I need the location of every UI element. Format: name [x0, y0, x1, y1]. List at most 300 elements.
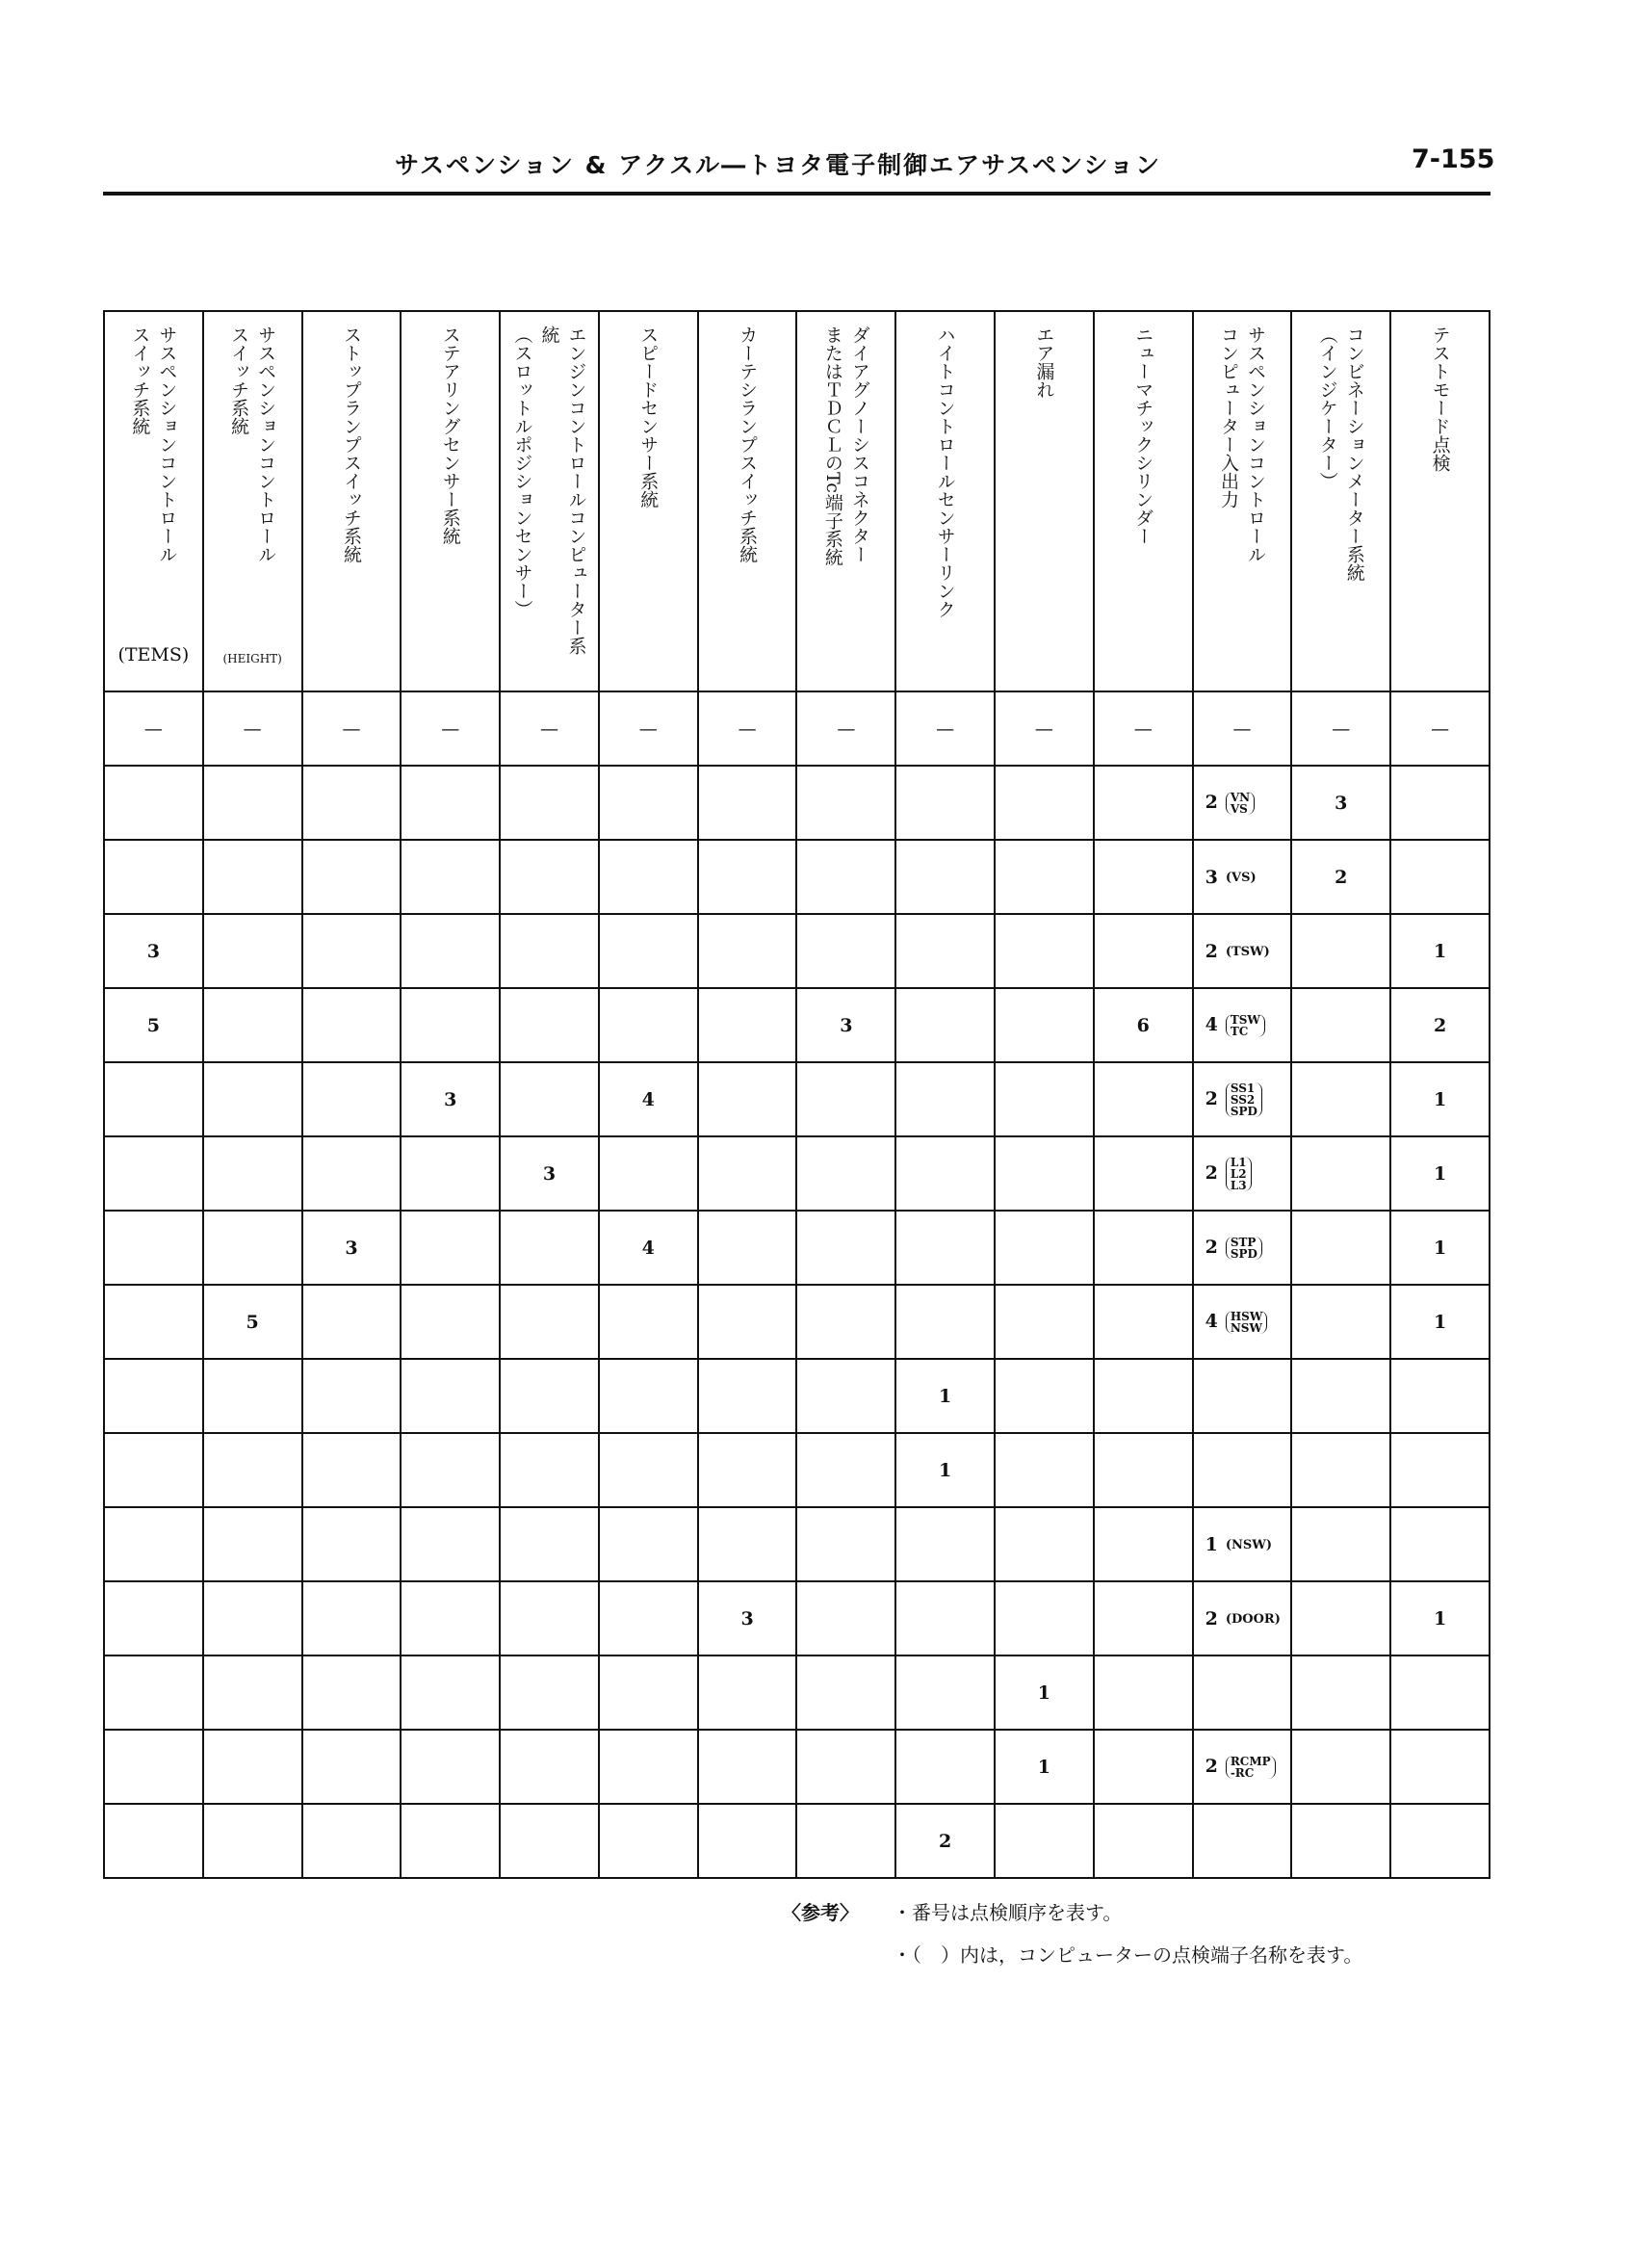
table-cell	[796, 691, 895, 766]
table-cell	[1094, 1211, 1193, 1285]
terminal-stack	[1226, 1082, 1262, 1117]
table-cell	[104, 691, 203, 766]
check-order: —	[738, 717, 757, 740]
table-cell	[995, 1581, 1094, 1655]
column-header-line: エンジンコントロールコンピューター系統	[538, 326, 587, 655]
table-cell	[599, 1359, 698, 1433]
table-cell	[698, 766, 797, 840]
table-cell	[104, 1655, 203, 1730]
table-row	[104, 1655, 1490, 1730]
reference-notes	[782, 1897, 1362, 1982]
column-header-line: コンピューター入出力	[1217, 326, 1239, 508]
table-cell	[698, 1804, 797, 1878]
table-cell	[796, 1730, 895, 1804]
table-cell	[796, 988, 895, 1062]
table-cell	[599, 1507, 698, 1581]
table-cell	[698, 1433, 797, 1507]
table-cell	[203, 1581, 302, 1655]
column-code: (HEIGHT)	[222, 652, 282, 665]
table-cell	[895, 766, 995, 840]
table-cell	[1291, 840, 1390, 914]
table-cell	[401, 1433, 500, 1507]
table-cell	[401, 1804, 500, 1878]
table-cell	[698, 1581, 797, 1655]
header-rule	[103, 192, 1490, 196]
column-header-line: （インジケーター）	[1316, 326, 1338, 490]
table-cell	[698, 1507, 797, 1581]
table-cell	[698, 1136, 797, 1211]
table-cell	[995, 766, 1094, 840]
terminal-name: TC	[1230, 1024, 1249, 1038]
table-cell	[1094, 1581, 1193, 1655]
table-cell	[1390, 766, 1490, 840]
table-row	[104, 1433, 1490, 1507]
table-cell	[1094, 1285, 1193, 1359]
column-header-text	[819, 326, 873, 672]
table-cell	[203, 1507, 302, 1581]
terminal-stack	[1226, 792, 1255, 815]
table-row	[104, 1581, 1490, 1655]
table-cell	[895, 1730, 995, 1804]
table-cell	[1390, 1433, 1490, 1507]
table-cell	[895, 1804, 995, 1878]
table-cell	[1390, 988, 1490, 1062]
check-order: —	[936, 717, 955, 740]
table-cell	[796, 1581, 895, 1655]
table-cell	[401, 1062, 500, 1136]
terminal-names	[1225, 1537, 1273, 1552]
check-order: 2	[1335, 866, 1348, 888]
column-header-text	[509, 326, 590, 672]
check-order: 1	[1037, 1681, 1051, 1704]
table-cell	[1291, 914, 1390, 988]
column-header-line: サスペンションコントロール	[1244, 326, 1266, 563]
terminal-names	[1226, 792, 1255, 815]
table-cell	[895, 988, 995, 1062]
column-header-line: ハイトコントロールセンサーリンク	[934, 326, 956, 618]
table-cell	[302, 1655, 402, 1730]
table-cell	[895, 1581, 995, 1655]
table-row	[104, 1730, 1490, 1804]
table-cell	[500, 840, 599, 914]
terminal-names	[1226, 1082, 1262, 1117]
column-header	[203, 311, 302, 691]
column-header-text	[635, 326, 661, 672]
table-cell	[895, 1285, 995, 1359]
check-order: 1	[1433, 1088, 1447, 1110]
table-cell	[895, 1359, 995, 1433]
column-header	[698, 311, 797, 691]
check-order: 6	[1136, 1014, 1150, 1036]
check-order: 4	[641, 1088, 655, 1110]
table-cell	[1390, 1062, 1490, 1136]
table-cell	[1094, 1062, 1193, 1136]
terminal-names	[1225, 944, 1270, 959]
check-order: 1	[1433, 1237, 1447, 1259]
check-order: —	[243, 717, 262, 740]
table-cell	[1094, 691, 1193, 766]
check-order: 3	[840, 1014, 853, 1036]
terminal-name: -RC	[1230, 1765, 1255, 1780]
table-cell	[599, 1655, 698, 1730]
table-cell	[302, 1285, 402, 1359]
check-order: 2	[1205, 940, 1218, 962]
table-cell	[500, 1062, 599, 1136]
check-order: 3	[740, 1607, 754, 1629]
table-cell	[1094, 914, 1193, 988]
table-row	[104, 1507, 1490, 1581]
table-cell	[995, 988, 1094, 1062]
table-cell	[895, 1211, 995, 1285]
table-row	[104, 1062, 1490, 1136]
table-cell	[895, 691, 995, 766]
table-cell	[995, 1433, 1094, 1507]
table-cell	[203, 840, 302, 914]
column-header-text	[1129, 326, 1156, 672]
terminal-names	[1226, 1157, 1252, 1191]
column-header-text	[437, 326, 464, 672]
check-order: 4	[641, 1237, 655, 1259]
table-cell	[796, 1062, 895, 1136]
table-cell	[599, 914, 698, 988]
table-cell	[1193, 1655, 1292, 1730]
table-cell	[203, 1211, 302, 1285]
table-cell	[104, 988, 203, 1062]
check-order: —	[1232, 717, 1252, 740]
table-cell	[104, 840, 203, 914]
table-cell	[1094, 1136, 1193, 1211]
terminal-stack	[1226, 1756, 1276, 1779]
table-row	[104, 840, 1490, 914]
check-order: 1	[939, 1385, 952, 1407]
check-order: 2	[1433, 1014, 1447, 1036]
column-header	[1291, 311, 1390, 691]
check-order: 5	[246, 1311, 259, 1333]
column-header-line: またはＴＤＣＬのTc端子系統	[821, 326, 843, 566]
terminal-name: TSW	[1231, 944, 1264, 959]
table-cell	[1291, 691, 1390, 766]
table-cell	[1094, 1507, 1193, 1581]
table-cell	[1193, 988, 1292, 1062]
table-cell	[203, 1433, 302, 1507]
table-cell	[1193, 1730, 1292, 1804]
table-cell	[1291, 1433, 1390, 1507]
table-row	[104, 1211, 1490, 1285]
table-cell	[995, 1211, 1094, 1285]
column-header	[796, 311, 895, 691]
table-cell	[1390, 1211, 1490, 1285]
table-cell	[698, 914, 797, 988]
table-cell	[203, 766, 302, 840]
table-cell	[895, 1062, 995, 1136]
table-cell	[995, 1804, 1094, 1878]
table-cell	[104, 766, 203, 840]
table-cell	[599, 840, 698, 914]
check-order: 2	[939, 1830, 952, 1852]
terminal-names	[1226, 1237, 1262, 1260]
table-cell	[698, 988, 797, 1062]
table-cell	[401, 766, 500, 840]
table-cell	[796, 1359, 895, 1433]
column-header-line: カーテシランプスイッチ系統	[737, 326, 759, 563]
table-cell	[995, 914, 1094, 988]
check-order: 1	[1433, 1311, 1447, 1333]
table-cell	[1390, 1804, 1490, 1878]
table-cell	[995, 1507, 1094, 1581]
table-cell	[895, 840, 995, 914]
table-cell	[1390, 1359, 1490, 1433]
column-header-line: エア漏れ	[1033, 326, 1055, 399]
table-cell	[995, 1655, 1094, 1730]
table-cell	[203, 1062, 302, 1136]
terminal-names	[1226, 1756, 1276, 1779]
check-order: 3	[1205, 866, 1218, 888]
table-cell	[1193, 1285, 1292, 1359]
check-order: 2	[1205, 1607, 1218, 1629]
terminal-name: RCMP	[1230, 1754, 1271, 1768]
terminal-stack	[1226, 1157, 1252, 1191]
table-cell	[302, 1211, 402, 1285]
table-cell	[1193, 840, 1292, 914]
table-cell	[104, 1730, 203, 1804]
table-cell	[599, 1062, 698, 1136]
table-cell	[698, 1211, 797, 1285]
table-cell	[401, 1655, 500, 1730]
page-number: 7-155	[1412, 144, 1495, 174]
column-header-line: コンビネーションメーター系統	[1343, 326, 1365, 582]
column-header-line: サスペンションコントロール	[156, 326, 178, 563]
column-header	[1094, 311, 1193, 691]
table-cell	[302, 1581, 402, 1655]
column-header-line: （スロットルポジションセンサー）	[511, 326, 533, 618]
table-cell	[104, 1062, 203, 1136]
table-cell	[500, 766, 599, 840]
check-order: 2	[1205, 1087, 1218, 1109]
note-item: ・（ ）内は，コンピューターの点検端子名称を表す。	[893, 1943, 1363, 1967]
table-cell	[401, 1730, 500, 1804]
terminal-name: TSW	[1230, 1012, 1260, 1027]
table-row	[104, 1136, 1490, 1211]
check-order: —	[540, 717, 559, 740]
check-order: —	[1034, 717, 1053, 740]
table-cell	[599, 988, 698, 1062]
table-cell	[796, 1285, 895, 1359]
table-cell	[1094, 1433, 1193, 1507]
table-cell	[203, 988, 302, 1062]
table-cell	[1291, 1136, 1390, 1211]
terminal-name: NSW	[1230, 1320, 1262, 1335]
table-row	[104, 1285, 1490, 1359]
table-cell	[796, 1655, 895, 1730]
column-header-line: テストモード点検	[1429, 326, 1451, 472]
note-item: ・番号は点検順序を表す。	[893, 1901, 1123, 1924]
table-cell	[995, 1062, 1094, 1136]
column-header-text	[126, 326, 180, 672]
column-header-line: サスペンションコントロール	[255, 326, 277, 563]
check-order: 1	[1037, 1756, 1051, 1778]
table-cell	[302, 766, 402, 840]
terminal-name: STP	[1230, 1235, 1257, 1249]
terminal-name: L1	[1230, 1155, 1247, 1169]
table-cell	[104, 1507, 203, 1581]
table-cell	[1390, 691, 1490, 766]
table-cell	[1193, 691, 1292, 766]
column-header	[104, 311, 203, 691]
table-cell	[1390, 1581, 1490, 1655]
column-code: (TEMS)	[117, 644, 190, 665]
table-cell	[302, 1433, 402, 1507]
table-cell	[599, 1581, 698, 1655]
table-cell	[698, 840, 797, 914]
table-row	[104, 1359, 1490, 1433]
table-cell	[104, 1804, 203, 1878]
table-cell	[1390, 1730, 1490, 1804]
table-cell	[1291, 1581, 1390, 1655]
column-header-line: ニューマチックシリンダー	[1132, 326, 1154, 545]
table-cell	[1094, 1655, 1193, 1730]
table-cell	[500, 1211, 599, 1285]
table-cell	[302, 1730, 402, 1804]
terminal-name: DOOR	[1231, 1611, 1275, 1627]
table-cell	[698, 1285, 797, 1359]
terminal-name: VS	[1230, 801, 1248, 816]
table-cell	[500, 1136, 599, 1211]
table-cell	[995, 1136, 1094, 1211]
table-cell	[1193, 1359, 1292, 1433]
table-cell	[401, 1211, 500, 1285]
table-cell	[500, 1581, 599, 1655]
column-header-line: ダイアグノーシスコネクター	[848, 326, 870, 563]
check-order: 3	[146, 940, 160, 962]
table-cell	[599, 766, 698, 840]
table-cell	[203, 691, 302, 766]
table-row	[104, 988, 1490, 1062]
table-cell	[599, 1730, 698, 1804]
table-cell	[203, 914, 302, 988]
table-cell	[1291, 988, 1390, 1062]
table-cell	[302, 1062, 402, 1136]
check-order: —	[143, 717, 163, 740]
table-row	[104, 691, 1490, 766]
check-order: 2	[1205, 1161, 1218, 1184]
table-cell	[302, 691, 402, 766]
table-cell	[302, 988, 402, 1062]
table-cell	[895, 1136, 995, 1211]
table-cell	[895, 1433, 995, 1507]
table-cell	[796, 1507, 895, 1581]
table-cell	[1390, 914, 1490, 988]
table-cell	[1390, 840, 1490, 914]
table-cell	[401, 1359, 500, 1433]
table-cell	[104, 1433, 203, 1507]
table-cell	[401, 988, 500, 1062]
table-cell	[500, 1804, 599, 1878]
column-header	[500, 311, 599, 691]
section-title: サスペンション & アクスル―トヨタ電子制御エアサスペンション	[395, 151, 1161, 179]
column-header-line: ストップランプスイッチ系統	[340, 326, 362, 563]
check-order: 3	[444, 1088, 457, 1110]
check-order: —	[441, 717, 460, 740]
column-header-line: ステアリングセンサー系統	[439, 326, 461, 545]
check-order: 2	[1205, 791, 1218, 813]
check-order: 4	[1205, 1310, 1218, 1332]
table-cell	[995, 691, 1094, 766]
table-cell	[1193, 1581, 1292, 1655]
table-cell	[401, 1285, 500, 1359]
check-order: 3	[345, 1237, 358, 1259]
table-cell	[1390, 1136, 1490, 1211]
table-cell	[796, 766, 895, 840]
column-header-text	[734, 326, 761, 672]
inspection-table	[103, 310, 1490, 1879]
column-header	[1193, 311, 1292, 691]
table-cell	[1291, 1804, 1390, 1878]
column-header	[599, 311, 698, 691]
table-cell	[1390, 1655, 1490, 1730]
table-cell	[796, 1211, 895, 1285]
table-cell	[796, 840, 895, 914]
table-cell	[1094, 988, 1193, 1062]
table-cell	[1390, 1285, 1490, 1359]
table-cell	[104, 1581, 203, 1655]
table-cell	[1193, 1062, 1292, 1136]
table-cell	[1193, 1507, 1292, 1581]
column-header	[1390, 311, 1490, 691]
table-cell	[995, 1285, 1094, 1359]
terminal-name: NSW	[1231, 1537, 1266, 1552]
table-cell	[599, 1433, 698, 1507]
check-order: 3	[1335, 792, 1348, 814]
table-cell	[995, 1730, 1094, 1804]
table-cell	[599, 1211, 698, 1285]
check-order: 1	[1433, 940, 1447, 962]
table-cell	[500, 1655, 599, 1730]
table-cell	[500, 914, 599, 988]
table-cell	[1094, 1804, 1193, 1878]
table-cell	[1291, 1359, 1390, 1433]
table-cell	[1291, 1285, 1390, 1359]
table-cell	[104, 914, 203, 988]
table-cell	[1291, 1655, 1390, 1730]
table-cell	[995, 1359, 1094, 1433]
check-order: 3	[542, 1162, 557, 1185]
table-cell	[104, 1359, 203, 1433]
table-cell	[1291, 766, 1390, 840]
terminal-stack	[1226, 1311, 1267, 1334]
table-cell	[500, 1433, 599, 1507]
table-cell	[796, 1433, 895, 1507]
table-cell	[302, 1507, 402, 1581]
table-cell	[995, 840, 1094, 914]
column-header	[401, 311, 500, 691]
check-order: 2	[1205, 1755, 1218, 1777]
table-cell	[401, 1136, 500, 1211]
table-cell	[599, 1136, 698, 1211]
check-order: —	[1133, 717, 1153, 740]
terminal-name: L3	[1230, 1178, 1247, 1192]
table-row	[104, 914, 1490, 988]
check-order: —	[1431, 717, 1450, 740]
column-header-text	[1427, 326, 1454, 672]
table-cell	[401, 691, 500, 766]
check-order: —	[342, 717, 361, 740]
table-cell	[500, 691, 599, 766]
notes-label: 〈参考〉	[782, 1901, 859, 1924]
terminal-name: SPD	[1230, 1246, 1257, 1261]
table-cell	[599, 1804, 698, 1878]
table-cell	[302, 1359, 402, 1433]
column-header-text	[1215, 326, 1269, 672]
